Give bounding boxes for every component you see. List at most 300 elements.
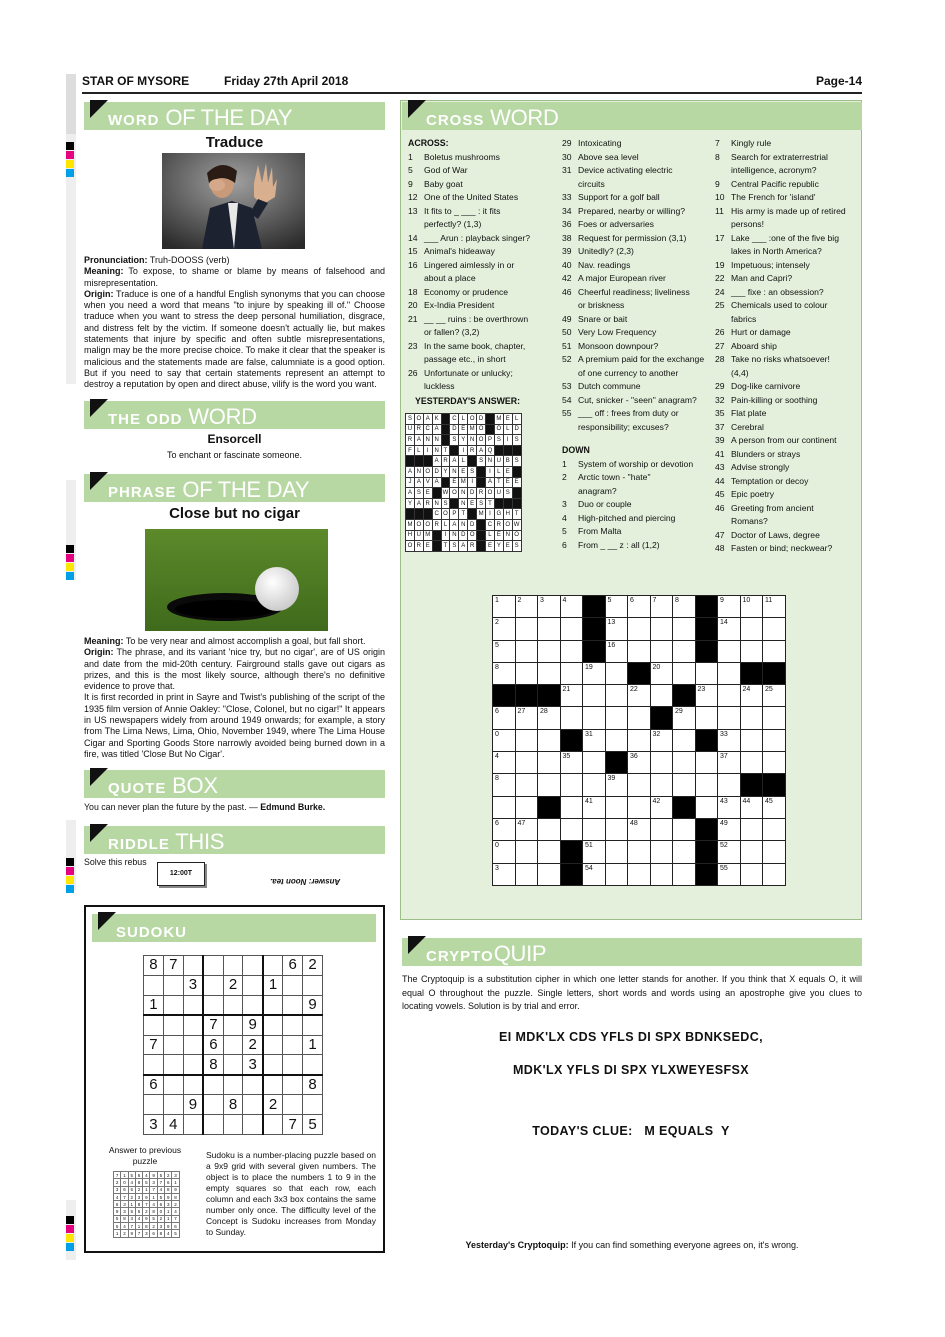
crossword-cell[interactable]: [695, 685, 718, 707]
clue-text: Hurt or damage: [731, 327, 791, 337]
clue-text: ___ Arun : playback singer?: [424, 232, 531, 243]
crossword-cell[interactable]: [515, 729, 538, 751]
crossword-cell[interactable]: [538, 818, 561, 840]
sudoku-given-cell: 8: [203, 1055, 223, 1075]
sudoku-empty-cell[interactable]: [223, 1115, 243, 1135]
sudoku-empty-cell[interactable]: [283, 995, 303, 1015]
crossword-cell[interactable]: [515, 596, 538, 618]
sudoku-empty-cell[interactable]: [203, 995, 223, 1015]
crossword-cell[interactable]: [673, 596, 696, 618]
sudoku-empty-cell[interactable]: [144, 1015, 164, 1035]
crossword-cell[interactable]: [538, 707, 561, 729]
answer-cell: O: [503, 519, 512, 530]
sudoku-empty-cell[interactable]: [203, 975, 223, 995]
crossword-cell[interactable]: [763, 707, 786, 729]
cell-number: 16: [607, 641, 616, 649]
crossword-cell[interactable]: [763, 729, 786, 751]
crossword-cell[interactable]: [515, 752, 538, 774]
crossword-cell[interactable]: [560, 596, 583, 618]
crossword-cell[interactable]: [740, 685, 763, 707]
answer-cell: I: [459, 445, 468, 456]
sudoku-empty-cell[interactable]: [223, 1055, 243, 1075]
crossword-cell[interactable]: [538, 729, 561, 751]
sudoku-empty-cell[interactable]: [263, 956, 283, 976]
crossword-cell[interactable]: [493, 596, 516, 618]
crossword-cell[interactable]: [605, 596, 628, 618]
clue-item: [562, 313, 712, 327]
crossword-cell[interactable]: [740, 796, 763, 818]
crossword-cell[interactable]: [650, 729, 673, 751]
cryptoquip-clue: TODAY'S CLUE: M EQUALS Y: [532, 1124, 730, 1138]
clue-number: 20: [408, 300, 418, 310]
sudoku-given-cell: 1: [144, 995, 164, 1015]
crossword-cell[interactable]: [583, 841, 606, 863]
sudoku-empty-cell[interactable]: [283, 1035, 303, 1055]
sudoku-empty-cell[interactable]: [144, 1055, 164, 1075]
crossword-cell[interactable]: [605, 841, 628, 863]
answer-cell: O: [414, 414, 423, 425]
sudoku-empty-cell[interactable]: [203, 956, 223, 976]
sudoku-empty-cell[interactable]: [163, 1035, 183, 1055]
crossword-cell[interactable]: [515, 662, 538, 684]
crossword-cell[interactable]: [718, 818, 741, 840]
crossword-cell[interactable]: [560, 662, 583, 684]
answer-cell: A: [414, 435, 423, 446]
sudoku-empty-cell[interactable]: [303, 1095, 323, 1115]
answer-cell: N: [503, 530, 512, 541]
sudoku-grid: [143, 955, 323, 1135]
crossword-cell[interactable]: [718, 640, 741, 662]
crossword-cell[interactable]: [493, 618, 516, 640]
crossword-cell[interactable]: [718, 707, 741, 729]
crossword-cell[interactable]: [673, 752, 696, 774]
crossword-cell[interactable]: [515, 863, 538, 885]
crossword-cell[interactable]: [695, 796, 718, 818]
sudoku-empty-cell[interactable]: [303, 1015, 323, 1035]
crossword-cell[interactable]: [605, 796, 628, 818]
crossword-cell[interactable]: [538, 841, 561, 863]
crossword-cell[interactable]: [763, 863, 786, 885]
crossword-cell[interactable]: [650, 863, 673, 885]
crossword-cell[interactable]: [515, 618, 538, 640]
black-cell: [583, 618, 606, 640]
crossword-cell[interactable]: [650, 618, 673, 640]
crossword-cell[interactable]: [628, 774, 651, 796]
crossword-cell[interactable]: [763, 640, 786, 662]
crossword-cell[interactable]: [673, 662, 696, 684]
crossword-cell[interactable]: [538, 752, 561, 774]
answer-cell: Y: [459, 435, 468, 446]
sudoku-empty-cell[interactable]: [283, 1055, 303, 1075]
crossword-cell[interactable]: [650, 640, 673, 662]
sudoku-empty-cell[interactable]: [183, 1035, 203, 1055]
crossword-cell[interactable]: [695, 774, 718, 796]
crossword-cell[interactable]: [628, 596, 651, 618]
sudoku-empty-cell[interactable]: [243, 956, 263, 976]
meaning-label: Meaning:: [84, 636, 124, 646]
crossword-cell[interactable]: [718, 685, 741, 707]
crossword-cell[interactable]: [515, 796, 538, 818]
crossword-cell[interactable]: [605, 618, 628, 640]
black-cell: [477, 477, 486, 488]
clue-item: [715, 407, 860, 421]
black-cell: [695, 818, 718, 840]
crossword-cell[interactable]: [493, 729, 516, 751]
sudoku-empty-cell[interactable]: [163, 1095, 183, 1115]
black-cell: [515, 685, 538, 707]
crossword-cell[interactable]: [673, 707, 696, 729]
sudoku-empty-cell[interactable]: [243, 995, 263, 1015]
answer-cell: 5: [150, 1215, 157, 1222]
pron-value: Truh-DOOSS (verb): [147, 255, 230, 265]
sudoku-empty-cell[interactable]: [183, 1075, 203, 1095]
sudoku-empty-cell[interactable]: [243, 1095, 263, 1115]
phrase-text: [84, 636, 385, 760]
crossword-cell[interactable]: [583, 752, 606, 774]
answer-cell: 5: [128, 1186, 135, 1193]
crossword-cell[interactable]: [560, 685, 583, 707]
crossword-cell[interactable]: [628, 640, 651, 662]
sudoku-given-cell: 2: [263, 1095, 283, 1115]
crossword-cell[interactable]: [628, 818, 651, 840]
sudoku-empty-cell[interactable]: [223, 1035, 243, 1055]
black-cell: [414, 509, 423, 520]
crossword-cell[interactable]: [718, 729, 741, 751]
black-cell: [628, 662, 651, 684]
answer-cell: 3: [121, 1201, 128, 1208]
banner-large: WORD: [490, 105, 559, 130]
crossword-cell[interactable]: [605, 774, 628, 796]
clue-item: [408, 313, 556, 327]
answer-cell: E: [503, 477, 512, 488]
crossword-cell[interactable]: [628, 752, 651, 774]
crossword-cell[interactable]: [763, 618, 786, 640]
crossword-cell[interactable]: [740, 818, 763, 840]
crossword-cell[interactable]: [673, 618, 696, 640]
crossword-cell[interactable]: [583, 729, 606, 751]
answer-cell: 2: [157, 1215, 164, 1222]
answer-cell: N: [432, 435, 441, 446]
masthead: [82, 74, 862, 92]
clue-number: 24: [715, 286, 725, 297]
black-cell: [432, 541, 441, 552]
crossword-cell[interactable]: [605, 640, 628, 662]
crossword-cell[interactable]: [628, 841, 651, 863]
crossword-cell[interactable]: [538, 596, 561, 618]
black-cell: [432, 488, 441, 499]
banner-triangle: [408, 100, 426, 118]
across-clues-col1: [408, 137, 556, 394]
clue-text: Unfortunate or unlucky;: [424, 367, 513, 378]
crossword-cell[interactable]: [740, 596, 763, 618]
crossword-cell[interactable]: [740, 707, 763, 729]
crossword-cell[interactable]: [763, 841, 786, 863]
sudoku-given-cell: 7: [144, 1035, 164, 1055]
sudoku-empty-cell[interactable]: [263, 1035, 283, 1055]
sudoku-empty-cell[interactable]: [183, 1055, 203, 1075]
crossword-cell[interactable]: [740, 640, 763, 662]
sudoku-empty-cell[interactable]: [163, 975, 183, 995]
crossword-cell[interactable]: [493, 774, 516, 796]
crossword-cell[interactable]: [763, 685, 786, 707]
clue-item: [715, 178, 860, 192]
banner-small: RIDDLE: [108, 836, 170, 853]
sudoku-empty-cell[interactable]: [183, 956, 203, 976]
sudoku-empty-cell[interactable]: [144, 1095, 164, 1115]
crossword-cell[interactable]: [628, 618, 651, 640]
crossword-cell[interactable]: [718, 596, 741, 618]
crossword-cell[interactable]: [740, 729, 763, 751]
answer-cell: A: [432, 477, 441, 488]
crossword-cell[interactable]: [673, 729, 696, 751]
clue-text: Cut, snicker - "seen" anagram?: [578, 394, 697, 405]
phrase-title: Close but no cigar: [169, 505, 300, 522]
crossword-cell[interactable]: [695, 707, 718, 729]
crossword-cell[interactable]: [695, 662, 718, 684]
crossword-cell[interactable]: [718, 774, 741, 796]
answer-cell: 7: [157, 1179, 164, 1186]
answer-cell: 8: [172, 1193, 179, 1200]
black-cell: [450, 445, 459, 456]
clue-item: [715, 529, 860, 543]
sudoku-empty-cell[interactable]: [223, 956, 243, 976]
clue-text: about a place: [424, 273, 476, 283]
crossword-cell[interactable]: [560, 774, 583, 796]
sudoku-empty-cell[interactable]: [243, 1115, 263, 1135]
crossword-cell[interactable]: [673, 818, 696, 840]
cell-number: 14: [720, 619, 728, 627]
sudoku-empty-cell[interactable]: [203, 1075, 223, 1095]
sudoku-answer-grid: [113, 1171, 180, 1238]
crossword-cell[interactable]: [605, 707, 628, 729]
sudoku-empty-cell[interactable]: [283, 975, 303, 995]
crossword-cell[interactable]: [740, 752, 763, 774]
crossword-cell[interactable]: [763, 818, 786, 840]
crossword-cell[interactable]: [650, 596, 673, 618]
sudoku-empty-cell[interactable]: [243, 975, 263, 995]
sudoku-empty-cell[interactable]: [183, 1015, 203, 1035]
crossword-cell[interactable]: [718, 863, 741, 885]
crossword-cell[interactable]: [763, 596, 786, 618]
black-cell: [538, 796, 561, 818]
answer-cell: M: [477, 509, 486, 520]
across-clues-col2: [562, 137, 712, 552]
sudoku-empty-cell[interactable]: [223, 1075, 243, 1095]
clue-text: Fasten or bind; neckwear?: [731, 543, 833, 553]
crossword-cell[interactable]: [718, 841, 741, 863]
cell-number: 24: [742, 686, 751, 694]
crossword-cell[interactable]: [650, 662, 673, 684]
sudoku-empty-cell[interactable]: [223, 995, 243, 1015]
crossword-cell[interactable]: [628, 707, 651, 729]
sudoku-empty-cell[interactable]: [283, 1015, 303, 1035]
crossword-cell[interactable]: [740, 863, 763, 885]
crossword-cell[interactable]: [560, 752, 583, 774]
clue-number: 37: [715, 421, 725, 432]
crossword-cell[interactable]: [583, 774, 606, 796]
cell-number: 35: [562, 753, 571, 761]
answer-cell: 9: [150, 1172, 157, 1179]
crossword-cell[interactable]: [718, 662, 741, 684]
sudoku-empty-cell[interactable]: [263, 1075, 283, 1095]
riddle-prompt: Solve this rebus: [84, 857, 147, 867]
cell-number: 28: [540, 708, 548, 716]
crossword-cell[interactable]: [718, 618, 741, 640]
crossword-cell[interactable]: [560, 818, 583, 840]
answer-cell: G: [494, 509, 503, 520]
sudoku-empty-cell[interactable]: [144, 975, 164, 995]
sudoku-empty-cell[interactable]: [223, 1015, 243, 1035]
clue-number: 54: [562, 394, 572, 405]
clue-number: 6: [562, 539, 567, 550]
crossword-cell[interactable]: [493, 841, 516, 863]
crossword-cell[interactable]: [628, 729, 651, 751]
cell-number: 47: [517, 819, 526, 827]
crossword-cell[interactable]: [673, 774, 696, 796]
crossword-cell[interactable]: [628, 685, 651, 707]
crossword-cell[interactable]: [583, 662, 606, 684]
clue-number: 29: [715, 381, 725, 391]
crossword-cell[interactable]: [695, 752, 718, 774]
crossword-cell[interactable]: [515, 818, 538, 840]
answer-cell: S: [414, 488, 423, 499]
sudoku-empty-cell[interactable]: [263, 1055, 283, 1075]
sudoku-empty-cell[interactable]: [183, 995, 203, 1015]
clue-item: [715, 367, 860, 381]
clue-text: Romans?: [731, 516, 768, 526]
crossword-cell[interactable]: [560, 796, 583, 818]
answer-cell: 9: [172, 1186, 179, 1193]
clue-item: [715, 353, 860, 367]
crossword-cell[interactable]: [493, 818, 516, 840]
black-cell: [695, 596, 718, 618]
crossword-cell[interactable]: [538, 618, 561, 640]
crossword-cell[interactable]: [493, 863, 516, 885]
crossword-cell[interactable]: [538, 774, 561, 796]
sudoku-empty-cell[interactable]: [263, 1115, 283, 1135]
banner-small: WORD: [108, 112, 160, 129]
crossword-cell[interactable]: [650, 685, 673, 707]
banner-triangle: [90, 824, 108, 842]
crossword-cell[interactable]: [673, 863, 696, 885]
sudoku-empty-cell[interactable]: [163, 1015, 183, 1035]
crossword-cell[interactable]: [493, 796, 516, 818]
clue-item: [562, 232, 712, 246]
crossword-cell[interactable]: [673, 841, 696, 863]
crossword-cell[interactable]: [740, 618, 763, 640]
crossword-cell[interactable]: [718, 796, 741, 818]
crossword-cell[interactable]: [650, 774, 673, 796]
clue-text: In the same book, chapter,: [424, 340, 526, 351]
sudoku-empty-cell[interactable]: [263, 995, 283, 1015]
crossword-cell[interactable]: [650, 752, 673, 774]
crossword-cell[interactable]: [493, 640, 516, 662]
crossword-cell[interactable]: [605, 685, 628, 707]
clue-text: of one currency to another: [578, 367, 679, 378]
crossword-cell[interactable]: [560, 707, 583, 729]
sudoku-empty-cell[interactable]: [303, 975, 323, 995]
crossword-cell[interactable]: [560, 640, 583, 662]
crossword-cell[interactable]: [538, 640, 561, 662]
crossword-cell[interactable]: [605, 729, 628, 751]
sudoku-given-cell: 1: [263, 975, 283, 995]
answer-cell: T: [441, 541, 450, 552]
sudoku-empty-cell[interactable]: [163, 1075, 183, 1095]
sudoku-empty-cell[interactable]: [163, 995, 183, 1015]
clue-text: Temptation or decoy: [731, 475, 809, 486]
crossword-cell[interactable]: [538, 863, 561, 885]
clue-text: Arctic town - "hate": [578, 472, 651, 482]
crossword-cell[interactable]: [583, 707, 606, 729]
crossword-cell[interactable]: [740, 841, 763, 863]
crossword-cell[interactable]: [583, 685, 606, 707]
crossword-cell[interactable]: [605, 818, 628, 840]
crossword-grid[interactable]: [492, 595, 786, 886]
crossword-cell[interactable]: [650, 841, 673, 863]
sudoku-banner: [92, 914, 376, 942]
yesterday-answer-label: YESTERDAY'S ANSWER:: [415, 396, 521, 406]
crossword-cell[interactable]: [605, 863, 628, 885]
crossword-cell[interactable]: [628, 863, 651, 885]
answer-cell: 1: [128, 1201, 135, 1208]
black-cell: [441, 477, 450, 488]
crossword-cell[interactable]: [560, 618, 583, 640]
banner-large: THIS: [175, 829, 225, 854]
clue-number: 48: [715, 543, 725, 553]
sudoku-empty-cell[interactable]: [183, 1115, 203, 1135]
sudoku-empty-cell[interactable]: [303, 1055, 323, 1075]
crossword-cell[interactable]: [515, 841, 538, 863]
crossword-cell[interactable]: [515, 640, 538, 662]
crossword-cell[interactable]: [583, 818, 606, 840]
crossword-cell[interactable]: [628, 796, 651, 818]
clue-text: Device activating electric: [578, 165, 673, 175]
black-cell: [423, 509, 432, 520]
sudoku-given-cell: 2: [223, 975, 243, 995]
cell-number: 36: [630, 753, 638, 761]
crossword-cell[interactable]: [515, 707, 538, 729]
crossword-cell[interactable]: [650, 796, 673, 818]
crossword-cell[interactable]: [493, 707, 516, 729]
crossword-cell[interactable]: [493, 752, 516, 774]
sudoku-empty-cell[interactable]: [263, 1015, 283, 1035]
sudoku-empty-cell[interactable]: [203, 1095, 223, 1115]
clue-number: 42: [562, 273, 572, 283]
crossword-cell[interactable]: [493, 662, 516, 684]
crossword-cell[interactable]: [515, 774, 538, 796]
crossword-cell[interactable]: [538, 662, 561, 684]
crossword-cell[interactable]: [763, 752, 786, 774]
sudoku-empty-cell[interactable]: [203, 1115, 223, 1135]
sudoku-empty-cell[interactable]: [283, 1095, 303, 1115]
sudoku-empty-cell[interactable]: [163, 1055, 183, 1075]
crossword-cell[interactable]: [605, 662, 628, 684]
sudoku-given-cell: 3: [144, 1115, 164, 1135]
answer-cell: 8: [135, 1201, 142, 1208]
crossword-cell[interactable]: [763, 796, 786, 818]
sudoku-given-cell: 7: [283, 1115, 303, 1135]
black-cell: [406, 456, 415, 467]
sudoku-empty-cell[interactable]: [243, 1075, 263, 1095]
crossword-cell[interactable]: [673, 640, 696, 662]
sudoku-empty-cell[interactable]: [283, 1075, 303, 1095]
answer-cell: N: [432, 498, 441, 509]
crossword-cell[interactable]: [583, 796, 606, 818]
crossword-cell[interactable]: [583, 863, 606, 885]
crossword-cell[interactable]: [718, 752, 741, 774]
black-cell: [512, 498, 521, 509]
crossword-cell[interactable]: [650, 818, 673, 840]
